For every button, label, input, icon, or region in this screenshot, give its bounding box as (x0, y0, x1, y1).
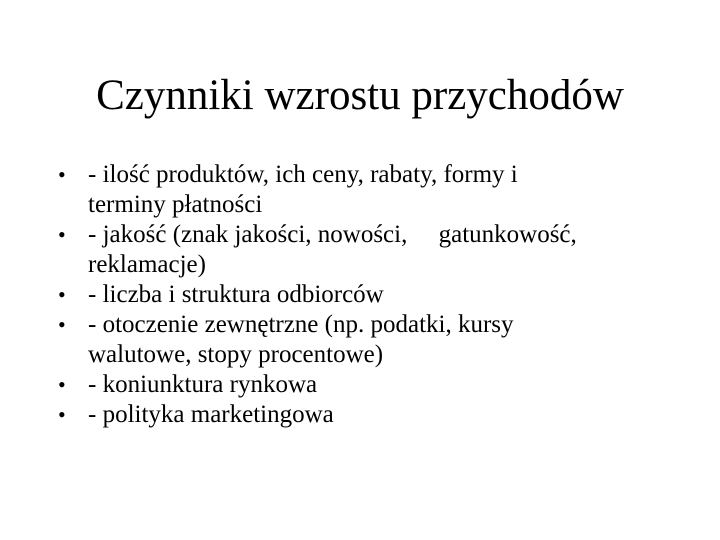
bullet-dot-icon: • (58, 372, 66, 397)
bullet-text-continuation: terminy płatności (88, 191, 263, 218)
bullet-text-continuation: reklamacje) (88, 251, 206, 278)
slide-title: Czynniki wzrostu przychodów (96, 72, 624, 119)
bullet-text: - liczba i struktura odbiorców (88, 281, 384, 308)
bullet-text-continuation: walutowe, stopy procentowe) (88, 341, 384, 368)
bullet-dot-icon: • (58, 282, 66, 307)
bullet-item (58, 220, 658, 280)
bullet-item (58, 310, 658, 370)
bullet-item (58, 400, 658, 430)
bullet-text: - otoczenie zewnętrzne (np. podatki, kursy (88, 311, 514, 338)
bullet-dot-icon: • (58, 402, 66, 427)
bullet-text: - jakość (znak jakości, nowości, gatunkowość, (88, 221, 577, 248)
bullet-text: - ilość produktów, ich ceny, rabaty, formy i (88, 161, 518, 188)
bullet-item (58, 160, 658, 220)
bullet-dot-icon: • (58, 222, 66, 247)
bullet-item (58, 280, 658, 310)
bullet-dot-icon: • (58, 162, 66, 187)
bullet-text: - polityka marketingowa (88, 401, 334, 428)
bullet-text: - koniunktura rynkowa (88, 371, 318, 398)
bullet-dot-icon: • (58, 312, 66, 337)
bullet-item (58, 370, 658, 400)
bullet-list (58, 160, 658, 430)
